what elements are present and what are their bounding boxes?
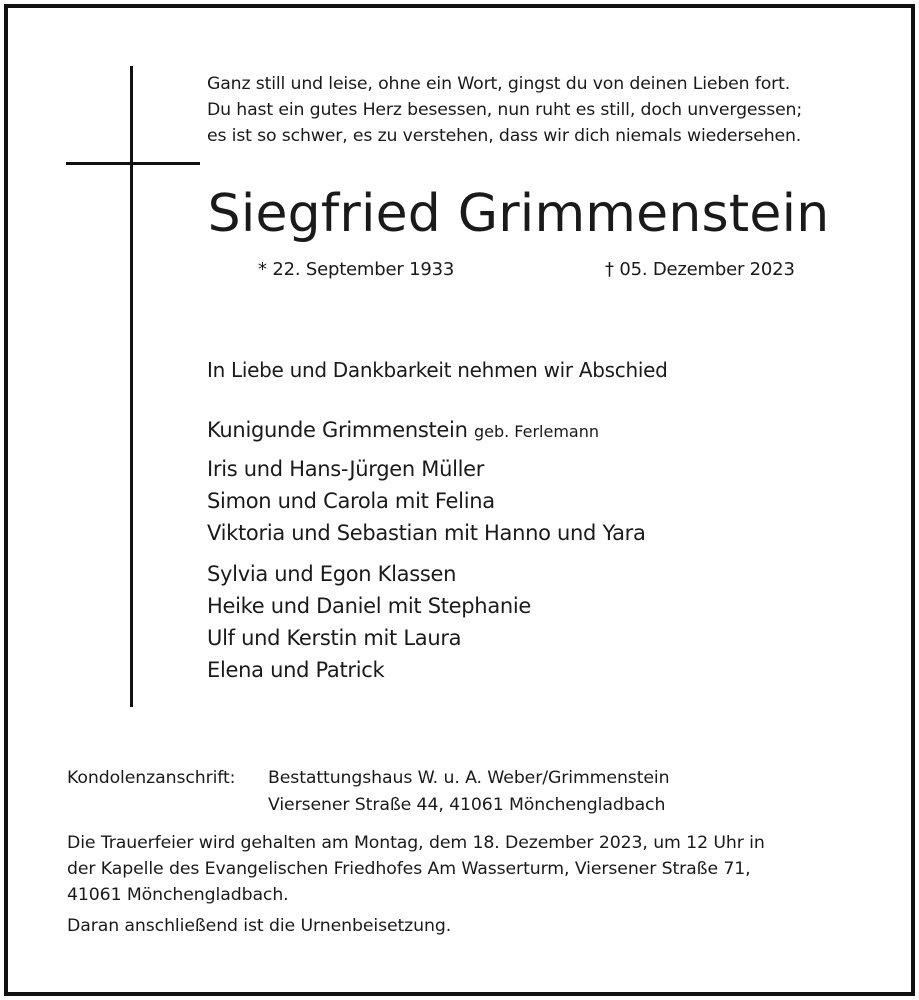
cross-icon-horizontal-bar [66, 162, 200, 165]
mourner-spouse [207, 414, 599, 446]
ceremony-line: 41061 Mönchengladbach. [67, 885, 289, 905]
mourner-line: Sylvia und Egon Klassen [207, 562, 457, 586]
farewell-intro: In Liebe und Dankbarkeit nehmen wir Abschied [207, 358, 668, 382]
poem-line: Du hast ein gutes Herz besessen, nun ruht es still, doch unvergessen; [207, 100, 803, 120]
poem-line: es ist so schwer, es zu verstehen, dass wir dich niemals wiedersehen. [207, 126, 802, 146]
condolence-line: Bestattungshaus W. u. A. Weber/Grimmenstein [268, 768, 670, 788]
condolence-line: Viersener Straße 44, 41061 Mönchengladbach [268, 795, 666, 815]
birth-date: * 22. September 1933 [258, 259, 455, 280]
mourner-line: Viktoria und Sebastian mit Hanno und Yara [207, 521, 646, 545]
poem-line: Ganz still und leise, ohne ein Wort, gingst du von deinen Lieben fort. [207, 74, 791, 94]
ceremony-line: der Kapelle des Evangelischen Friedhofes Am Wasserturm, Viersener Straße 71, [67, 859, 751, 879]
mourner-line: Heike und Daniel mit Stephanie [207, 594, 532, 618]
mourner-line: Ulf und Kerstin mit Laura [207, 626, 462, 650]
spouse-name: Kunigunde Grimmenstein [207, 418, 468, 442]
spouse-maiden-name: geb. Ferlemann [473, 422, 600, 441]
ceremony-line: Die Trauerfeier wird gehalten am Montag, dem 18. Dezember 2023, um 12 Uhr in [67, 833, 765, 853]
burial-info: Daran anschließend ist die Urnenbeisetzung. [67, 916, 452, 936]
condolence-label: Kondolenzanschrift: [67, 768, 236, 788]
death-date: † 05. Dezember 2023 [605, 259, 795, 280]
ceremony-info [67, 830, 765, 908]
poem [207, 71, 867, 149]
mourner-line: Iris und Hans-Jürgen Müller [207, 457, 485, 481]
deceased-name: Siegfried Grimmenstein [207, 184, 830, 244]
mourner-line: Simon und Carola mit Felina [207, 489, 495, 513]
mourner-line: Elena und Patrick [207, 658, 385, 682]
